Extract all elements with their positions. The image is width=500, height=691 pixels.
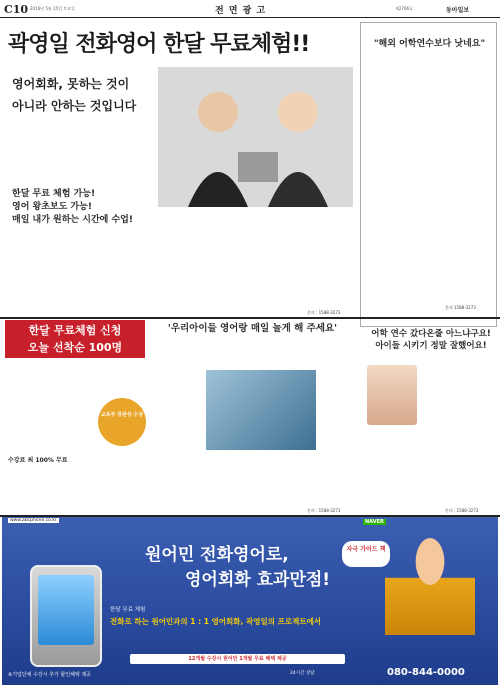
ad2-right-title <box>367 328 495 352</box>
website-url[interactable]: www.abcphone.co.kr <box>10 518 57 523</box>
ad2-right-title-1: 어학 연수 갔다온줄 아느냐구요! <box>371 329 491 339</box>
naver-logo: NAVER <box>365 519 384 525</box>
ad2-red-title-line1: 한달 무료체험 신청 <box>28 324 122 337</box>
banner-headline-1: 원어민 전화영어로, <box>145 545 289 565</box>
ad1-right-box <box>360 22 497 327</box>
footer-note: ※기업단체 수강시 추가 할인혜택 제공 <box>8 672 91 678</box>
ad2-right-contact: 문의 : 1588-3273 <box>445 508 479 513</box>
people-with-headsets-illustration <box>158 67 353 207</box>
section-divider <box>0 317 500 319</box>
ad1-subtitle-2: 아니라 안하는 것입니다 <box>12 99 137 113</box>
phone-number[interactable]: 080-844-0000 <box>387 667 465 678</box>
ad2-red-title <box>5 320 145 358</box>
banner-yellow-line: 전화로 하는 원어민과의 1 : 1 영어회화, 곽영일의 프로젝트에서 <box>110 617 322 626</box>
banner-white-line: 한달 무료 체험 <box>110 607 146 613</box>
ad1-photo <box>158 67 353 207</box>
ad2-red-title-line2: 오늘 선착순 100명 <box>27 341 123 354</box>
banner-headline-2: 영어회화 효과만점! <box>185 570 331 590</box>
newspaper-name: 동아일보 <box>446 7 470 14</box>
phone-screen <box>38 575 94 645</box>
speech-bubble: 자극 가이드 책 <box>342 541 390 567</box>
man-illustration <box>385 530 475 635</box>
award-stamp: 교육부 장관상 수상 <box>98 398 146 446</box>
ad2-mid-title: '우리아이들 영어랑 매일 놀게 해 주세요' <box>167 323 338 334</box>
girl-photo <box>367 365 417 425</box>
ad1-highlight: 한달 무료 체험 가능! 영어 왕초보도 가능! 매일 내가 원하는 시간에 수업! <box>12 189 133 225</box>
ad2-contact: 문의 : 1588-3273 <box>307 508 341 513</box>
ad1-right-title: "해외 어학연수보다 낫네요" <box>373 39 486 49</box>
page-date: 2016년 5월 15일 토요일 <box>30 6 75 11</box>
contact-label: 24시간 상담 <box>290 671 315 676</box>
page-header <box>0 0 500 18</box>
ad1-title: 곽영일 전화영어 한달 무료체험!! <box>8 32 310 57</box>
ad1-contact: 문의 : 1588-3273 <box>307 310 341 315</box>
section-title: 전 면 광 고 <box>215 6 267 16</box>
kids-photo <box>206 370 316 450</box>
ad1-subtitle-1: 영어회화, 못하는 것이 <box>12 77 130 91</box>
promo-badge: 12개월 수강시 원어민 1개월 무료 혜택 제공 <box>130 654 345 664</box>
issue-number: 제2766호 <box>395 6 413 11</box>
ad2-price-line: 수강료 최 100% 무료 <box>8 457 68 464</box>
ad2-right-title-2: 아이들 시키기 정말 잘했어요! <box>375 341 487 351</box>
ad1-right-contact: 문의 1588-3273 <box>445 305 476 310</box>
page-number: C10 <box>4 3 29 16</box>
